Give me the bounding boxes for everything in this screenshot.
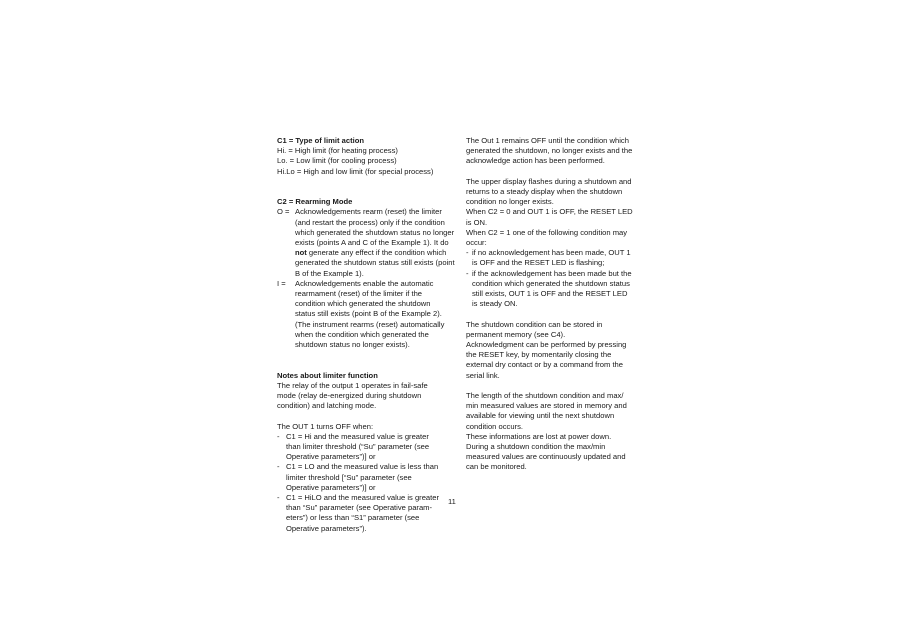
- p2-line: condition no longer exists.: [466, 197, 554, 207]
- bullet-line: condition which generated the shutdown status: [472, 278, 630, 288]
- c2-o-line: Acknowledgements rearm (reset) the limiter: [295, 207, 442, 217]
- p4-line: condition occurs.: [466, 421, 523, 431]
- page-number: 11: [448, 497, 456, 506]
- c2-o-line: which generated the shutdown status no longer: [295, 227, 455, 237]
- p2-bullet-no-ack: [466, 248, 633, 268]
- bullet-line: C1 = Hi and the measured value is greater: [286, 431, 429, 441]
- p3-line: permanent memory (see C4).: [466, 329, 566, 339]
- p3-line: Acknowledgment can be performed by pressing: [466, 340, 627, 350]
- bullet-line: limiter threshold [“Su” parameter (see: [286, 472, 412, 482]
- c2-option-o-term: O =: [277, 207, 290, 217]
- c2-o-line: B of the Example 1).: [295, 268, 364, 278]
- p4-line: available for viewing until the next shutdown: [466, 411, 615, 421]
- bullet-line: still exists, OUT 1 is OFF and the RESET LED: [472, 289, 628, 299]
- c2-option-o: [277, 207, 455, 278]
- bullet-line: if the acknowledgement has been made but the: [472, 268, 632, 278]
- c2-i-line: condition which generated the shutdown: [295, 299, 431, 309]
- c2-o-line: exists (points A and C of the Example 1). It do: [295, 238, 449, 247]
- bullet-line: is steady ON.: [472, 299, 518, 309]
- p1-line: generated the shutdown, no longer exists and the: [466, 146, 633, 156]
- p1-line: acknowledge action has been performed.: [466, 156, 605, 166]
- p3-line: serial link.: [466, 370, 500, 380]
- c2-i-line: status still exists (point B of the Example 2).: [295, 309, 442, 319]
- bullet-line: is OFF and the RESET LED is flashing;: [472, 258, 605, 268]
- bullet-dash: -: [277, 493, 280, 503]
- c2-i-line: (The instrument rearms (reset) automatically: [295, 319, 445, 329]
- bullet-line: than limiter threshold (“Su” parameter (see: [286, 442, 430, 452]
- out1-bullet-hilo: [277, 493, 443, 534]
- p2-line: returns to a steady display when the shutdown: [466, 187, 623, 196]
- p4-line: During a shutdown condition the max/min: [466, 442, 606, 452]
- p2-line: When C2 = 1 one of the following condition may: [466, 227, 628, 237]
- p2-bullet-ack: [466, 269, 633, 310]
- c2-i-line: shutdown status no longer exists).: [295, 340, 410, 350]
- p2-line: occur:: [466, 238, 487, 248]
- bullet-line: than “Su” parameter (see Operative param-: [286, 503, 433, 513]
- p3-line: the RESET key, by momentarily closing the: [466, 350, 612, 360]
- notes-line: condition) and latching mode.: [277, 401, 377, 411]
- bullet-dash: -: [466, 268, 469, 278]
- p2-line: is ON.: [466, 217, 488, 227]
- p3-line: The shutdown condition can be stored in: [466, 319, 603, 329]
- right-column: [466, 136, 633, 473]
- c2-o-not-emphasis: not: [295, 248, 307, 258]
- bullet-dash: -: [277, 462, 280, 472]
- bullet-line: C1 = LO and the measured value is less than: [286, 462, 439, 472]
- p2-line: When C2 = 0 and OUT 1 is OFF, the RESET LED: [466, 207, 633, 217]
- bullet-line: Operative parameters”)] or: [286, 452, 376, 462]
- p4-line: measured values are continuously updated and: [466, 452, 626, 462]
- c2-i-line: rearmament (reset) of the limiter if the: [295, 289, 423, 299]
- c2-option-o-description: [295, 207, 455, 278]
- notes-line: mode (relay de-energized during shutdown: [277, 391, 422, 401]
- notes-line: The relay of the output 1 operates in fail-safe: [277, 380, 428, 390]
- p2-line: The upper display flashes during a shutdown and: [466, 176, 632, 186]
- bullet-dash: -: [277, 431, 280, 441]
- c2-heading: C2 = Rearming Mode: [277, 197, 353, 207]
- bullet-dash: -: [466, 248, 469, 258]
- c2-i-line: when the condition which generated the: [295, 329, 429, 339]
- c2-option-i-description: [295, 279, 444, 350]
- c1-line-hi: Hi. = High limit (for heating process): [277, 146, 398, 156]
- bullet-line: Operative parameters”)] or: [286, 482, 376, 492]
- bullet-line: C1 = HiLO and the measured value is greater: [286, 493, 440, 503]
- c2-option-i-term: I =: [277, 278, 286, 288]
- out1-bullet-lo: [277, 462, 443, 493]
- notes-heading: Notes about limiter function: [277, 370, 378, 380]
- c2-option-i: [277, 279, 443, 350]
- bullet-line: Operative parameters”).: [286, 523, 367, 533]
- p4-line: These informations are lost at power down.: [466, 431, 612, 441]
- p4-line: The length of the shutdown condition and max/: [466, 391, 624, 401]
- bullet-line: eters”) or less than “S1” parameter (see: [286, 513, 420, 523]
- c2-o-not-rest: generate any effect if the condition which: [306, 248, 447, 258]
- c2-o-line: generated the shutdown status still exists (point: [295, 258, 455, 268]
- bullet-line: if no acknowledgement has been made, OUT 1: [472, 248, 631, 258]
- c1-line-lo: Lo. = Low limit (for cooling process): [277, 156, 397, 166]
- p4-line: min measured values are stored in memory and: [466, 401, 627, 411]
- out1-intro: The OUT 1 turns OFF when:: [277, 421, 374, 431]
- c2-i-line: Acknowledgements enable the automatic: [295, 278, 434, 288]
- p3-line: external dry contact or by a command from the: [466, 360, 624, 370]
- out1-bullet-hi: [277, 432, 443, 463]
- c2-o-line: (and restart the process) only if the condition: [295, 217, 445, 227]
- p4-line: can be monitored.: [466, 462, 527, 472]
- c1-line-hilo: Hi.Lo = High and low limit (for special process): [277, 166, 434, 176]
- p1-line: The Out 1 remains OFF until the condition which: [466, 136, 629, 145]
- c2-o-line-not: [295, 248, 455, 258]
- c1-heading: C1 = Type of limit action: [277, 136, 364, 145]
